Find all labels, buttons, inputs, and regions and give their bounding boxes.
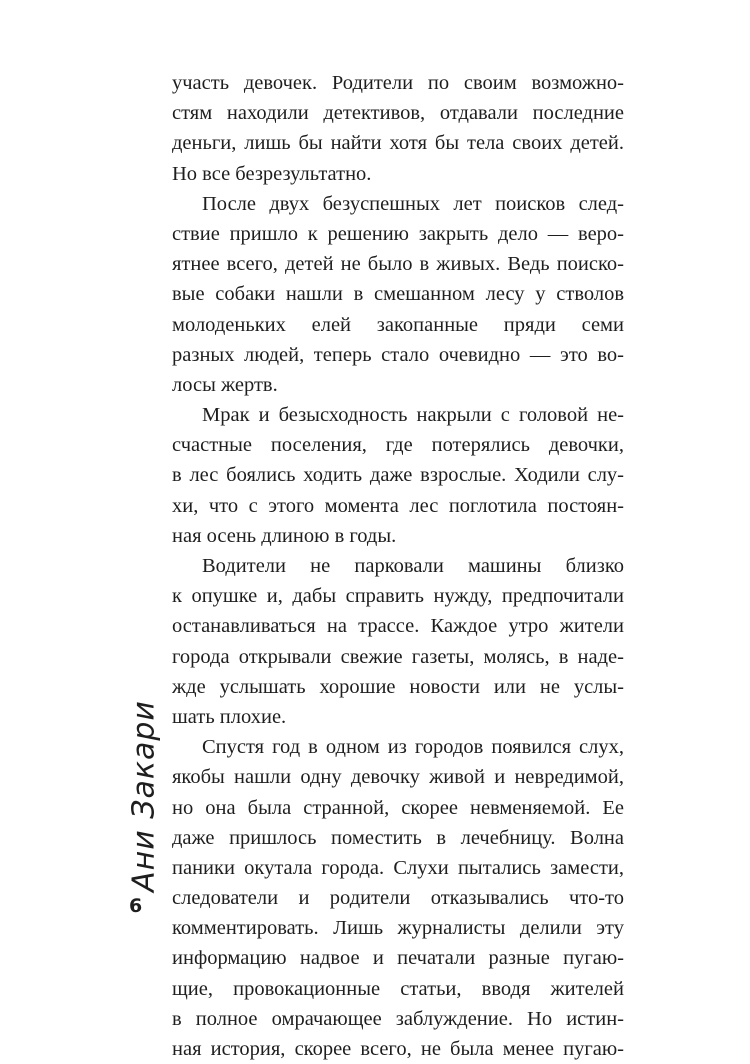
text-line: информацию надвое и печатали разные пугаю- xyxy=(172,947,624,970)
text-line: жде услышать хорошие новости или не услы- xyxy=(172,675,624,698)
text-line: стям находили детективов, отдавали последние xyxy=(172,102,624,125)
text-line: счастные поселения, где потерялись девочки, xyxy=(172,434,624,457)
text-line: к опушке и, дабы справить нужду, предпочитали xyxy=(172,585,624,608)
text-line: Спустя год в одном из городов появился слух, xyxy=(202,736,624,759)
text-line: якобы нашли одну девочку живой и невредимой, xyxy=(172,766,624,789)
text-line: Мрак и безысходность накрыли с головой не- xyxy=(202,404,624,427)
running-head-author: Ани Закари xyxy=(126,700,162,892)
text-line: комментировать. Лишь журналисты делили эту xyxy=(172,917,624,940)
text-line: даже пришлось поместить в лечебницу. Волна xyxy=(172,826,624,849)
text-line: хи, что с этого момента лес поглотила постоян- xyxy=(172,494,624,517)
text-line: шать плохие. xyxy=(172,705,287,728)
text-line: в лес боялись ходить даже взрослые. Ходили слу- xyxy=(172,464,624,487)
text-line: ная осень длиною в годы. xyxy=(172,524,397,547)
text-line: ятнее всего, детей не было в живых. Ведь поиско- xyxy=(172,253,624,276)
text-line: ствие пришло к решению закрыть дело — веро- xyxy=(172,222,624,245)
text-line: в полное омрачающее заблуждение. Но истин- xyxy=(172,1007,624,1030)
text-line: но она была странной, скорее невменяемой. Ее xyxy=(172,796,624,819)
page-number: 6 xyxy=(129,895,143,917)
text-line: щие, провокационные статьи, вводя жителей xyxy=(172,977,624,1000)
text-line: молоденьких елей закопанные пряди семи xyxy=(172,313,624,336)
text-line: ная история, скорее всего, не была менее пугаю- xyxy=(172,1038,624,1060)
text-line: участь девочек. Родители по своим возможно- xyxy=(172,72,624,94)
text-line: города открывали свежие газеты, молясь, в наде- xyxy=(172,645,624,668)
text-line: деньги, лишь бы найти хотя бы тела своих детей. xyxy=(172,132,624,155)
body-text xyxy=(172,68,624,1064)
text-line: лосы жертв. xyxy=(172,373,278,396)
text-line: вые собаки нашли в смешанном лесу у стволов xyxy=(172,283,624,306)
text-line: следователи и родители отказывались что-то xyxy=(172,887,624,910)
text-line: паники окутала города. Слухи пытались замести, xyxy=(172,856,624,879)
text-line: останавливаться на трассе. Каждое утро жители xyxy=(172,615,624,638)
text-line: После двух безуспешных лет поисков след- xyxy=(202,192,624,215)
text-line: Но все безрезультатно. xyxy=(172,162,372,185)
text-line: Водители не парковали машины близко xyxy=(202,555,624,577)
text-line: разных людей, теперь стало очевидно — это во- xyxy=(172,343,624,366)
